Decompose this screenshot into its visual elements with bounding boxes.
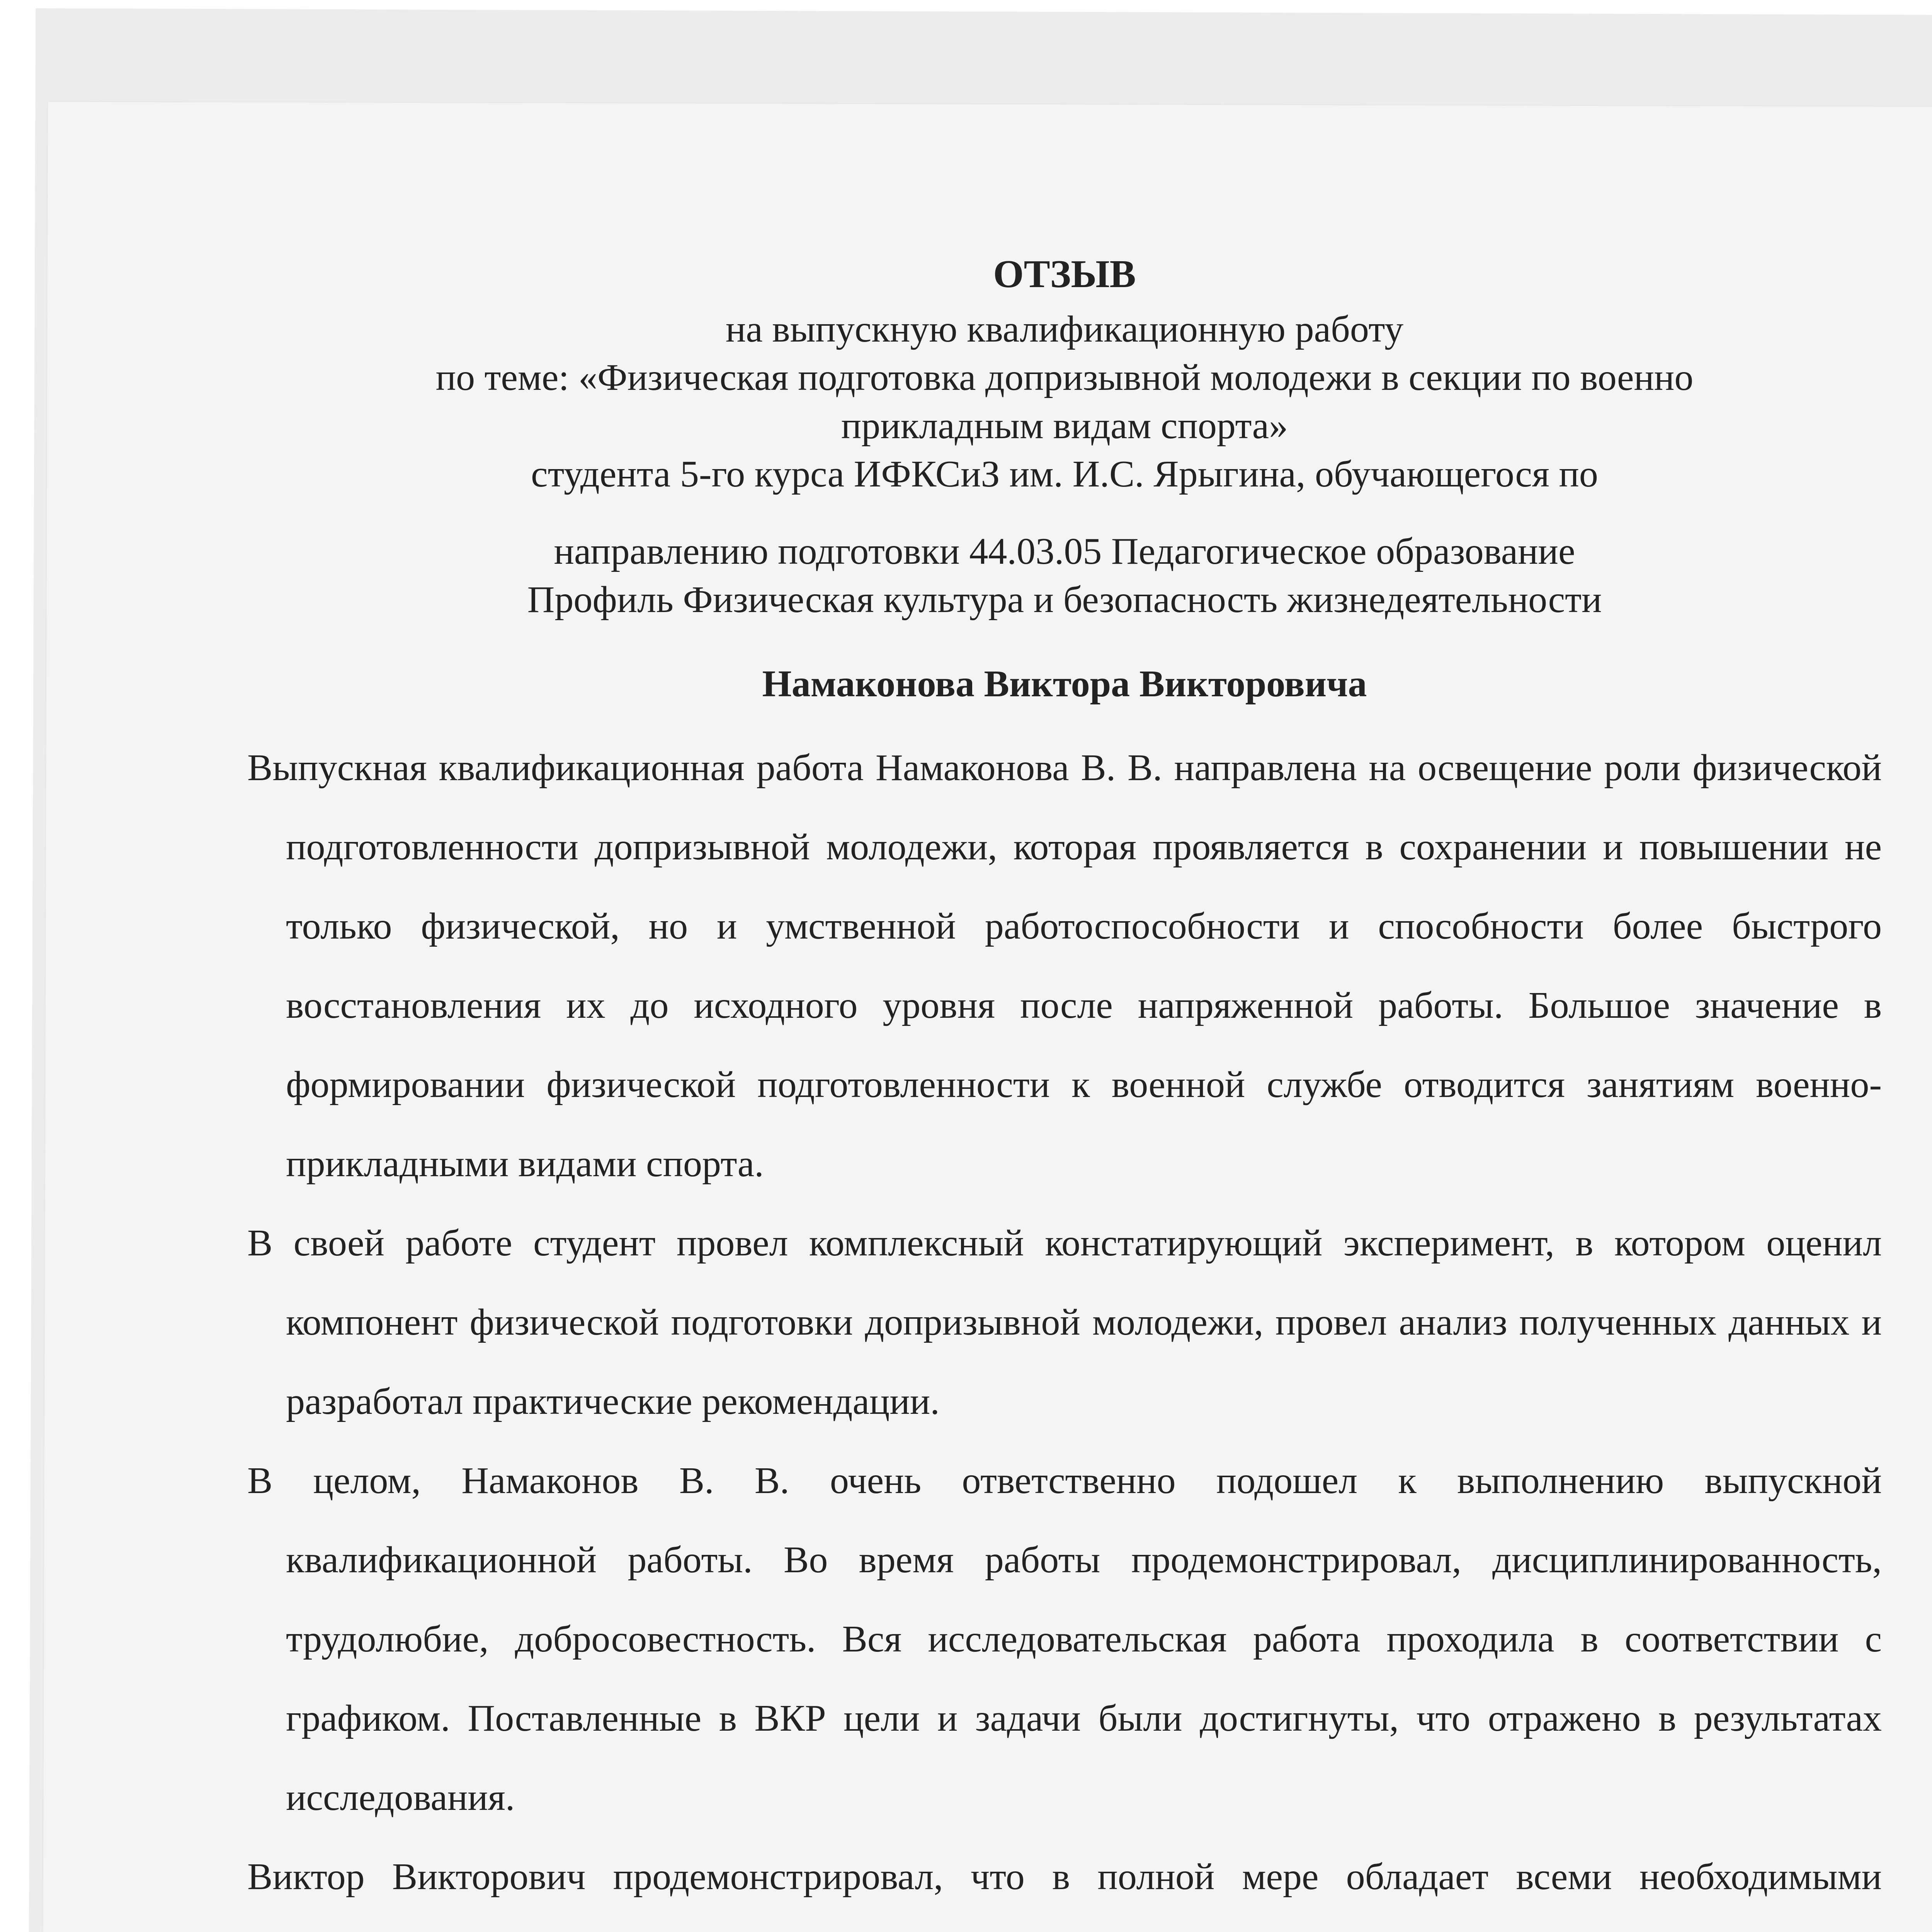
header-line-profile: Профиль Физическая культура и безопасность жизнедеятельности (527, 579, 1602, 621)
paragraph: В своей работе студент провел комплексный констатирующий эксперимент, в котором оценил компонент физической подготовки допризывной молодежи, провел анализ полученных данных и разработал практические рекомендации. (247, 1222, 1882, 1422)
paragraph: Выпускная квалификационная работа Намаконова В. В. направлена на освещение роли физической подготовленности допризывной молодежи, которая проявляется в сохранении и повышении не только физической, но и умственной работоспособности и способности более быстрого восстановления их до исходного уровня после напряженной работы. Большое значение в формировании физической подготовленности к военной службе отводится занятиям военно-прикладными видами спорта. (247, 747, 1882, 1185)
header-line-direction: направлению подготовки 44.03.05 Педагогическое образование (554, 531, 1575, 572)
header-line-student: студента 5-го курса ИФКСиЗ им. И.С. Ярыгина, обучающегося по (531, 453, 1598, 495)
paragraph: В целом, Намаконов В. В. очень ответственно подошел к выполнению выпускной квалификационной работы. Во время работы продемонстрировал, дисциплинированность, трудолюбие, добросовестность. Вся исследовательская работа проходила в соответствии с графиком. Поставленные в ВКР цели и задачи были достигнуты, что отражено в результатах исследования. (247, 1460, 1882, 1818)
document-content (247, 247, 1882, 1932)
student-name: Намаконова Виктора Викторовича (762, 663, 1367, 705)
header-line-topic: по теме: «Физическая подготовка допризывной молодежи в секции по военно (435, 357, 1694, 398)
paragraph: Виктор Викторович продемонстрировал, что в полной мере обладает всеми необходимыми (247, 1856, 1882, 1898)
header-line-topic-cont: прикладным видам спорта» (841, 405, 1288, 447)
document-title: ОТЗЫВ (993, 252, 1136, 296)
header-line-1: на выпускную квалификационную работу (725, 308, 1404, 350)
